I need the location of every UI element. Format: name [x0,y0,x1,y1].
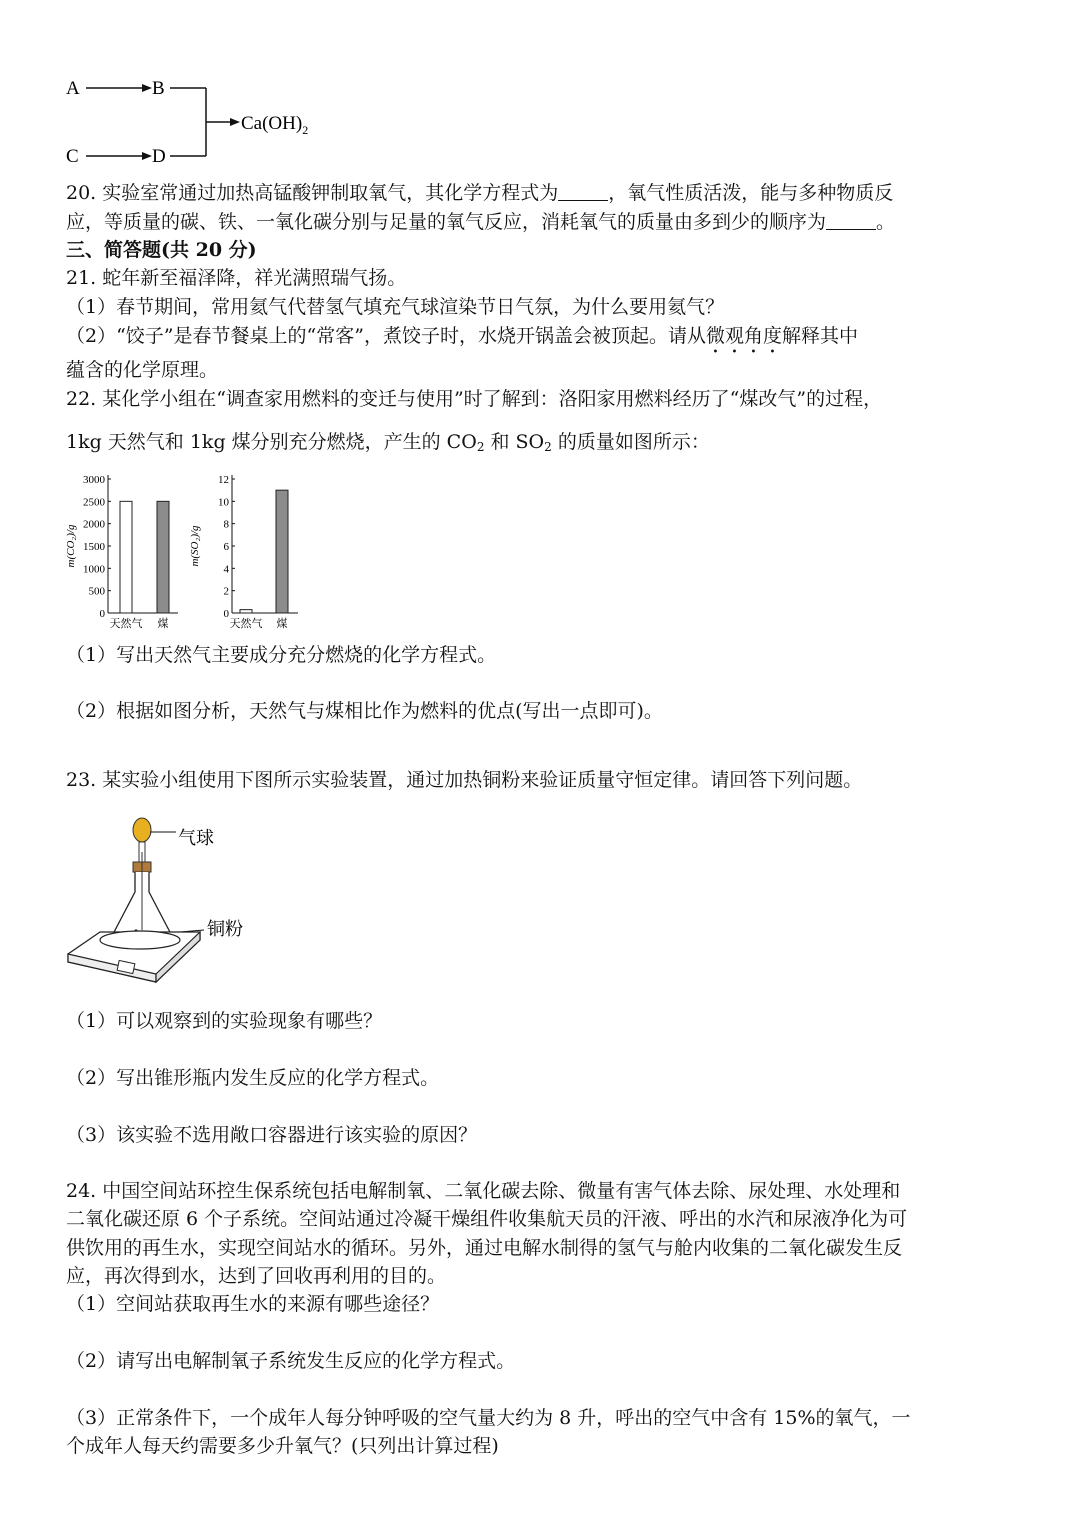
q23-stem: 23. 某实验小组使用下图所示实验装置，通过加热铜粉来验证质量守恒定律。请回答下列问题。 [66,769,863,791]
apparatus-diagram [60,812,280,997]
q20-blank-1[interactable] [558,182,608,201]
bar-natural-gas [240,610,252,613]
scheme-a: A [66,78,80,99]
q22-stem2: 1kg 天然气和 1kg 煤分别充分燃烧，产生的 $CO_2$ 和 $SO_2$ 的质量如图所示： [66,431,710,454]
reaction-scheme [60,72,340,172]
y-tick-label: 2000 [83,518,105,531]
arrow-a-b-head [142,84,152,92]
so2-chart [189,474,298,630]
q21-part1: （1）春节期间，常用氦气代替氢气填充气球渲染节日气氛，为什么要用氦气？ [66,296,725,318]
q23-part1: （1）可以观察到的实验现象有哪些？ [66,1010,383,1032]
q23-part2: （2）写出锥形瓶内发生反应的化学方程式。 [66,1067,440,1089]
q20-blank-2[interactable] [826,211,876,230]
q24-part3b: 个成年人每天约需要多少升氧气？(只列出计算过程) [66,1435,499,1457]
q23-part3: （3）该实验不选用敞口容器进行该实验的原因？ [66,1124,478,1146]
copper-label: 铜粉 [207,919,243,939]
q21-part2-cont: 蕴含的化学原理。 [66,359,219,381]
q24-line1: 24. 中国空间站环控生保系统包括电解制氧、二氧化碳去除、微量有害气体去除、尿处理、水处理和 [66,1180,901,1202]
q22-charts [60,465,320,635]
q22-stem1: 22. 某化学小组在“调查家用燃料的变迁与使用”时了解到：洛阳家用燃料经历了“煤改气”的过程， [66,388,883,410]
balloon-label: 气球 [178,828,214,848]
q22-part1: （1）写出天然气主要成分充分燃烧的化学方程式。 [66,644,497,666]
y-tick-label: 1500 [83,541,105,553]
emphasis-text: 微观角度 [705,325,782,347]
balance-icon [68,931,200,982]
q24-part2: （2）请写出电解制氧子系统发生反应的化学方程式。 [66,1350,516,1372]
q24-line4: 应，再次得到水，达到了回收再利用的目的。 [66,1265,447,1287]
q24-part1: （1）空间站获取再生水的来源有哪些途径？ [66,1293,440,1315]
y-tick-label: 2500 [83,496,105,509]
q24-line3: 供饮用的再生水，实现空间站水的循环。另外，通过电解水制得的氢气与舱内收集的二氧化碳发生反 [66,1237,903,1259]
arrow-product-head [230,118,240,126]
q24-line2: 二氧化碳还原 6 个子系统。空间站通过冷凝干燥组件收集航天员的汗液、呼出的水汽和尿液净化为可 [66,1208,908,1230]
y-axis-label: m(CO₂)/g [65,524,77,568]
section-heading: 三、简答题(共 20 分) [66,239,257,261]
y-axis-label: m(SO₂)/g [189,525,201,567]
y-tick-label: 8 [223,518,229,531]
balloon-icon [133,818,151,842]
y-tick-label: 0 [223,608,229,620]
scheme-product: $Ca(OH)_2$ [241,113,309,137]
y-tick-label: 4 [223,563,229,576]
q24-part3a: （3）正常条件下，一个成年人每分钟呼吸的空气量大约为 8 升，呼出的空气中含有 15%的氧气，一 [66,1407,911,1429]
y-tick-label: 1000 [83,563,105,576]
bar-natural-gas [120,501,132,613]
x-tick-label: 天然气 [229,618,263,630]
y-tick-label: 6 [223,541,229,553]
x-tick-label: 天然气 [109,618,143,630]
y-tick-label: 0 [99,608,105,620]
y-tick-label: 2 [223,585,229,598]
bar-coal [276,490,288,613]
x-tick-label: 煤 [157,618,169,630]
scheme-c: C [66,146,79,167]
q21-stem: 21. 蛇年新至福泽降，祥光满照瑞气扬。 [66,267,407,289]
q20-line2: 应，等质量的碳、铁、一氧化碳分别与足量的氧气反应，消耗氧气的质量由多到少的顺序为 。 [66,211,896,233]
y-tick-label: 3000 [83,474,105,486]
bar-coal [157,501,169,613]
arrow-c-d-head [142,152,152,160]
x-tick-label: 煤 [276,618,288,630]
q20-line1: 20. 实验室常通过加热高锰酸钾制取氧气，其化学方程式为 ，氧气性质活泼，能与多种物质反 [66,182,894,204]
scheme-b: B [152,78,165,99]
y-tick-label: 12 [218,474,229,486]
co2-chart [65,474,178,630]
y-tick-label: 500 [88,585,105,598]
q22-part2: （2）根据如图分析，天然气与煤相比作为燃料的优点(写出一点即可)。 [66,700,663,722]
q21-part2: （2）“饺子”是春节餐桌上的“常客”，煮饺子时，水烧开锅盖会被顶起。请从微观角度解释其中 [66,325,858,347]
y-tick-label: 10 [218,496,229,509]
scheme-d: D [152,146,166,167]
